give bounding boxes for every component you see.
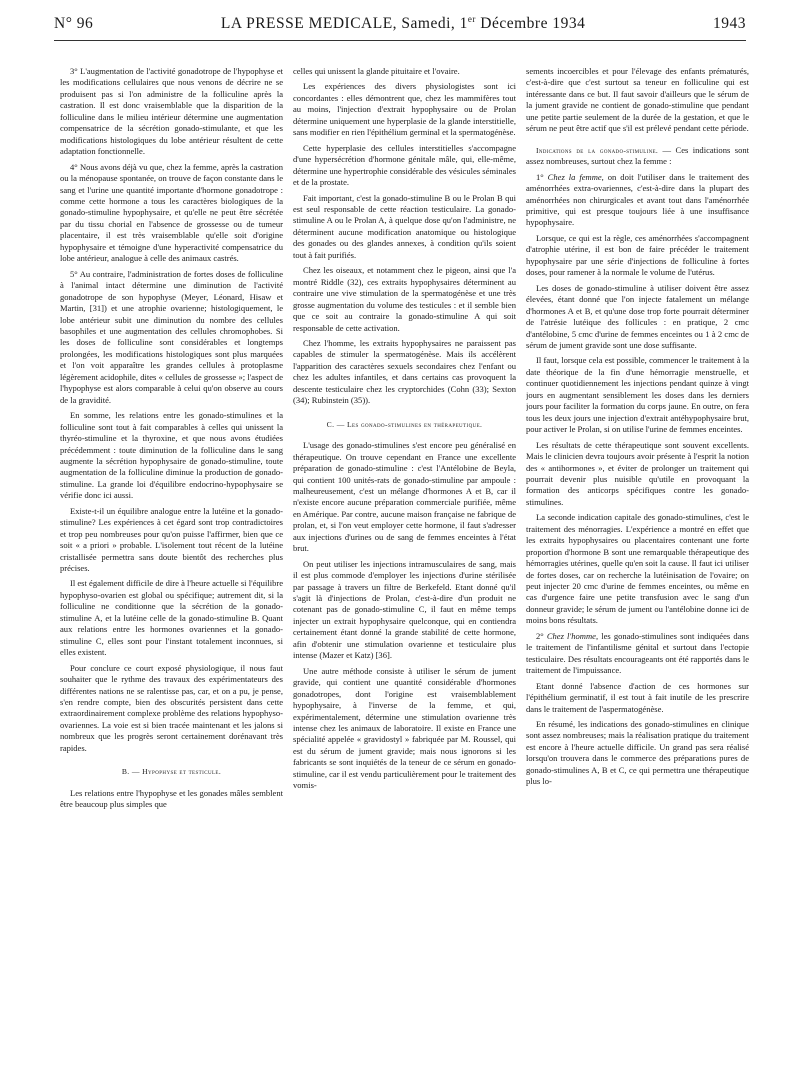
journal-title-text: LA PRESSE MEDICALE, Samedi, 1 xyxy=(220,15,468,33)
column-2 xyxy=(293,66,516,1076)
paragraph: Il est également difficile de dire à l'heure actuelle si l'équilibre hypophyso-ovarien est global ou spécifique; autrement dit, si la folliculine ne conditionne que la sécrétion de la gonado-stimuline A, et la lutéine celle de la gonado-stimuline B. Quant aux relations entre les hormones ovariennes et la gonado-stimuline C, elles sont pour l'instant totalement inconnues, si elles existent. xyxy=(60,578,283,658)
paragraph: Chez les oiseaux, et notamment chez le pigeon, ainsi que l'a montré Riddle (32), ces extraits hypophysaires déterminent au contraire une vive stimulation de la spermatogénèse et une très grosse augmentation du volume des testicules : et il semble bien que ce soit au contraire la gonado-stimuline A qui soit responsable de cette activation. xyxy=(293,265,516,333)
paragraph: 4° Nous avons déjà vu que, chez la femme, après la castration ou la ménopause spontanée, on trouve de façon constante dans le sang et l'urine une quantité importante d'hormone gonadotrope : comme cette hormone a tous les caractères biologiques de la gonado-stimuline hypophysaire, et qu'elle ne peut être sécrétée par du tissu chorial en l'absence de grossesse ou de tumeur placentaire, il est très vraisemblable qu'elle soit d'origine hypophysaire et témoigne d'une hyperactivité compensatrice du lobe antérieur, analogue à celle des animaux castrés. xyxy=(60,161,283,264)
item-text: , on doit l'utiliser dans le traitement des aménorrhées extra-ovariennes, c'est-à-dire dans la plupart des aménorrhées non chirurgicales et avant tout dans l'aménorrhée primitive, qui est presque toujours liée à une insuffisance hypophysaire. xyxy=(526,171,749,228)
indications-paragraph xyxy=(526,145,749,168)
paragraph: Etant donné l'absence d'action de ces hormones sur l'épithélium germinatif, il est tout à fait inutile de les prescrire dans le traitement de l'aspermatogénèse. xyxy=(526,680,749,714)
item-number: 1° xyxy=(536,171,548,182)
paragraph: Cette hyperplasie des cellules interstitielles s'accompagne d'une hypersécrétion d'hormone génitale mâle, qui, elle-même, détermine une hypertrophie considérable des vésicules séminales et de la prostate. xyxy=(293,142,516,188)
paragraph: En résumé, les indications des gonado-stimulines en clinique sont assez nombreuses; mais la réalisation pratique du traitement est encore à l'heure actuelle difficile. Un grand pas sera réalisé lorsqu'on trouvera dans le commerce des préparations pures de gonado-stimulines A, B et C, ce qui permettra une thérapeutique plus lo- xyxy=(526,719,749,787)
column-3 xyxy=(526,66,749,1076)
paragraph: Chez l'homme, les extraits hypophysaires ne paraissent pas capables de stimuler la spermatogénèse. Mais ils accélèrent l'apparition des caractères sexuels secondaires chez l'enfant ou chez les adultes infantiles, et dans certains cas provoquent la descente testiculaire chez les cryptorchides (Cohn (33); Sexton (34); Rubinstein (35)). xyxy=(293,337,516,406)
item-emphasis: Chez la femme xyxy=(547,171,602,182)
header-rule xyxy=(54,40,746,41)
paragraph: 5° Au contraire, l'administration de fortes doses de folliculine à l'animal intact détermine une diminution de l'activité gonadotrope de son hypophyse (Meyer, Léonard, Hisaw et Martin, [31]) et une atrophie ovarienne; histologiquement, le lobe antérieur subit une diminution du nombre des cellules basophiles et une augmentation des cellules chromophobes. Si les doses de folliculine sont considérables et longtemps prolongées, les modifications histologiques sont plus marquées et l'on voit apparaître les grandes cellules à protoplasme légèrement acidophile, dites « cellules de grossesse »; l'aspect de l'hypophyse est alors comparable à celui qu'on observe au cours de la gravidité. xyxy=(60,268,283,405)
journal-title xyxy=(221,14,585,33)
item-emphasis: Chez l'homme xyxy=(546,630,596,641)
paragraph-continuation: celles qui unissent la glande pituitaire et l'ovaire. xyxy=(293,66,460,76)
date-superscript: er xyxy=(467,14,476,24)
paragraph: Les expériences des divers physiologistes sont ici concordantes : elles démontrent que, chez les mammifères tout au moins, l'injection d'extrait hypophysaire ou de Prolan détermine uniquement une hyperplasie de la glande interstitielle, sans modifier en rien l'épithélium germinal et la spermatogénèse. xyxy=(293,81,516,138)
paragraph: Les résultats de cette thérapeutique sont souvent excellents. Mais le clinicien devra toujours avoir présente à l'esprit la notion des « antihormones », et éviter de prolonger un traitement qui pourrait devenir plus nuisible qu'utile en provoquant la formation des anticorps spécifiques contre les gonado-stimulines. xyxy=(526,439,749,507)
paragraph-chez-l-homme xyxy=(526,631,749,677)
section-heading-therapeutique: C. — Les gonado-stimulines en thérapeutique. xyxy=(326,419,483,429)
page-number-right: 1943 xyxy=(712,15,746,33)
item-number: 2° xyxy=(536,630,547,641)
item-text: , les gonado-stimulines sont indiquées dans le traitement de l'infantilisme génital et surtout dans l'ectopie testiculaire. Des résultats encourageants ont été rapportés dans le traitement de l'impuissance. xyxy=(526,630,749,676)
section-heading-hypophyse-testicule: B. — Hypophyse et testicule. xyxy=(121,767,222,777)
paragraph: En somme, les relations entre les gonado-stimulines et la folliculine sont tout à fait comparables à celles qui unissent la thyréo-stimuline et la thyroxine, et que nous avons étudiées précédemment : toute diminution de la folliculine dans le sang augmente la sécrétion hypophysaire de gonado-stimuline, toute augmentation de la folliculine diminue la production de gonado-stimuline. La grande loi d'équilibre endocrino-hypophysaire se vérifie donc ici aussi. xyxy=(60,410,283,501)
page-number-left: N° 96 xyxy=(54,15,94,33)
article-columns xyxy=(60,66,750,1076)
paragraph: L'usage des gonado-stimulines s'est encore peu généralisé en thérapeutique. On trouve cependant en France une excellente préparation de gonado-stimuline : c'est l'Antélobine de Beyla, qui contient 100 unités-rats de gonado-stimuline par ampoule : malheureusement, c'est un mélange d'hormones A et B, car il n'existe encore aucune préparation commerciale purifiée, même en Amérique. Par contre, aucune maison française ne fabrique de prolan, et, si l'on veut employer cette hormone, il faut s'adresser aux injections d'urines ou de sang de femmes enceintes à l'état brut. xyxy=(293,440,516,554)
paragraph: On peut utiliser les injections intramusculaires de sang, mais il est plus commode d'employer les injections d'urine stérilisée par passage à travers un filtre de Berkefeld. Etant donné qu'il s'agit là d'injections de Prolan, c'est-à-dire d'un produit ne cotenant pas de gonado-stimuline C, il faut en même temps injecter un extrait hypophysaire quelconque, qui en contiendra certainement étant donné la grande stabilité de cette hormone, afin d'obtenir une stimulation ovarienne et testiculaire plus intense (Mazer et Katz) [36]. xyxy=(293,558,516,661)
paragraph: Lorsque, ce qui est la règle, ces aménorrhées s'accompagnent d'atrophie utérine, il est bon de faire précéder le traitement hypophysaire par une série d'injections de folliculine à fortes doses, pour ramener à la normale le volume de l'utérus. xyxy=(526,232,749,278)
paragraph: Les relations entre l'hypophyse et les gonades mâles semblent être beaucoup plus simples que xyxy=(60,787,283,810)
paragraph: La seconde indication capitale des gonado-stimulines, c'est le traitement des ménorragies. L'expérience a montré en effet que les extraits hypophysaires ou placentaires contenant une forte proportion d'hormone B sont une remarquable thérapeutique des hémorragies utérines, quelle qu'en soit la cause. Il faut ici utiliser de fortes doses, car on recherche la lutéinisation de l'ovaire; on peut injecter 20 cmc d'urine de femmes enceintes, ou même en cas d'urgence faire une petite transfusion avec le sang d'un donneur gravide; le sérum de jument ou l'antélobine donne ici de moins bons résultats. xyxy=(526,512,749,626)
paragraph: Une autre méthode consiste à utiliser le sérum de jument gravide, qui contient une quantité considérable d'hormones gonadotropes, dont l'origine est vraisemblablement hypophysaire, à l'inverse de la femme, et qui, expérimentalement, détermine une stimulation ovarienne très intense chez les animaux de laboratoire. Il existe en France une spécialité appelée « gravidostyl » fabriquée par M. Roussel, qui est du sérum de jument gravide; mais nous ignorons si les fabricants se sont inquiétés de la teneur de ce sérum en gonado-stimuline, car il est vendu particulièrement pour le traitement des vomis- xyxy=(293,665,516,791)
paragraph-chez-la-femme xyxy=(526,172,749,229)
paragraph: Il faut, lorsque cela est possible, commencer le traitement à la date théorique de la fin d'une hémorragie menstruelle, et continuer quotidiennement les injections pendant quinze à vingt jours en augmentant sensiblement les doses dans les derniers jours pour faciliter la formation du corps jaune. En outre, on fera tous les deux jours une injection d'extrait antéhypophysaire brut, pour activer le Prolan, si on utilise l'urine de femmes enceintes. xyxy=(526,355,749,435)
column-1 xyxy=(60,66,283,1076)
page-header xyxy=(54,14,746,36)
paragraph: Fait important, c'est la gonado-stimuline B ou le Prolan B qui est seul responsable de cette réaction testiculaire. La gonado-stimuline A ou le Prolan A, à quelque dose qu'on l'administre, ne déterminent aucune modification anatomique ou histologique des gonades ou des glandes annexes, à condition qu'ils soient tout à fait purifiés. xyxy=(293,192,516,260)
paragraph: 3° L'augmentation de l'activité gonadotrope de l'hypophyse et les modifications cellulaires que nous venons de décrire ne se produisent pas si l'on administre de la folliculine après la castration. Il est donc vraisemblable que la disparition de la folliculine dans le milieu intérieur détermine une augmentation compensatrice de la sécrétion gonado-stimulante, et que les modifications histologiques du lobe antérieur résultent de cette adaptation fonctionnelle. xyxy=(60,66,283,157)
paragraph-continuation: sements incoercibles et pour l'élevage des enfants prématurés, c'est-à-dire que c'est surtout sa teneur en folliculine qui est intéressante dans ce but. Il faut savoir d'ailleurs que le sérum de la jument gravide ne contient de gonado-stimuline que pendant une petite partie seulement de la durée de la gestation, et que le sérum ne peut être actif que s'il est prélevé pendant cette période. xyxy=(526,66,749,134)
paragraph: Les doses de gonado-stimuline à utiliser doivent être assez élevées, étant donné que l'on injecte fatalement un mélange d'hormones A et B, et qu'une dose trop forte pourrait déterminer de l'atrésie lutéique des follicules : en pratique, 2 cmc d'antélobine, 5 cmc d'urine de femmes enceintes ou 1 à 2 cmc de sérum de jument gravide sont une dose suffisante. xyxy=(526,282,749,350)
paragraph: Existe-t-il un équilibre analogue entre la lutéine et la gonado-stimuline? Les expériences à cet égard sont trop contradictoires et trop peu nombreuses pour qu'on puisse l'affirmer, bien que ce soit « a priori » probable. L'isolement tout récent de la lutéine cristallisée permettra sans doute bientôt des recherches plus précises. xyxy=(60,505,283,574)
paragraph: Pour conclure ce court exposé physiologique, il nous faut souhaiter que le rythme des travaux des expérimentateurs des différentes nations ne se ralentisse pas, car, et on a pu, je pense, s'en rendre compte, bien des obscurités persistent dans cette extraordinairement complexe problème des relations hypophyso-ovariennes. La voie est si bien tracée maintenant et les jalons si nombreux que les progrès seront certainement dorénavant très rapides. xyxy=(60,662,283,753)
indications-intro: — Ces indications sont assez nombreuses, surtout chez la femme : xyxy=(526,144,749,167)
indications-heading: Indications de la gonado-stimuline. xyxy=(536,145,659,155)
journal-date: Décembre 1934 xyxy=(475,15,586,33)
